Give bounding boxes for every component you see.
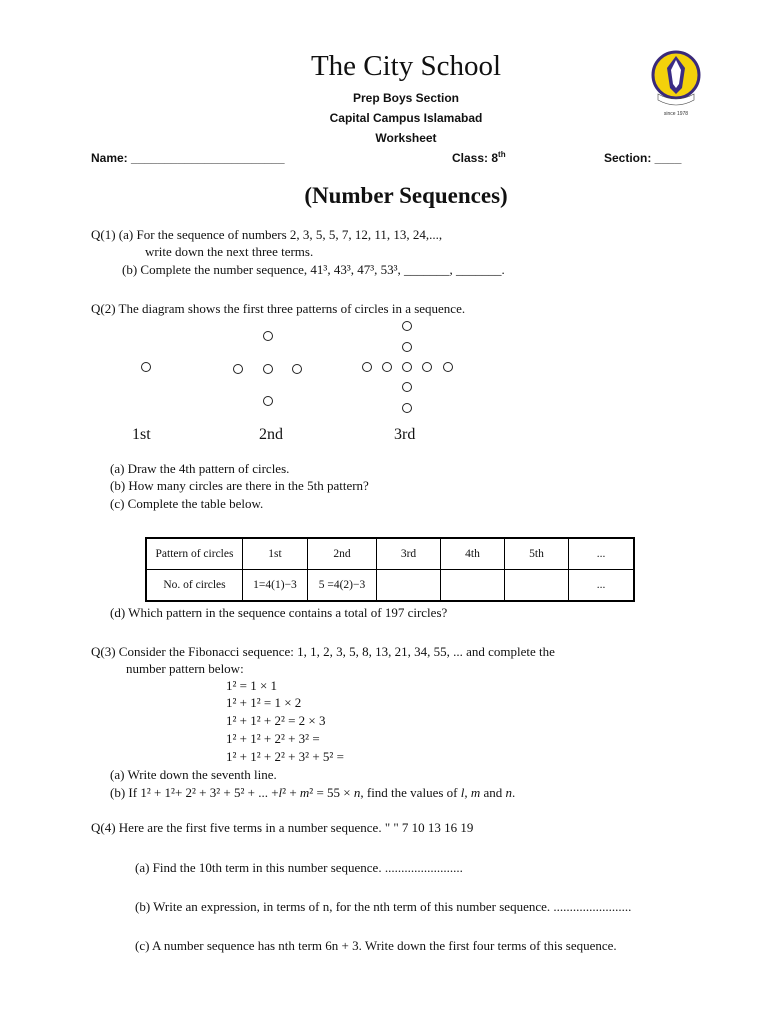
q3-pattern-line: 1² + 1² = 1 × 2 — [226, 695, 302, 710]
logo-caption: since 1978 — [663, 111, 689, 116]
pattern-circle — [443, 362, 453, 372]
q2-c: (c) Complete the table below. — [110, 496, 264, 511]
q4-c: (c) A number sequence has nth term 6n + 3. Write down the first four terms of this sequence. — [135, 938, 617, 953]
table-header-cell: 2nd — [308, 538, 377, 570]
pattern-circle — [263, 331, 273, 341]
table-row — [146, 538, 634, 570]
table-cell[interactable]: ... — [569, 570, 635, 602]
pattern-circle — [402, 321, 412, 331]
q4-intro: Q(4) Here are the first five terms in a number sequence. " " 7 10 13 16 19 — [91, 820, 474, 835]
name-field: Name: _______________________ — [91, 151, 285, 165]
q2-d: (d) Which pattern in the sequence contains a total of 197 circles? — [110, 605, 448, 620]
table-header-cell: 3rd — [377, 538, 441, 570]
table-header-cell: 5th — [505, 538, 569, 570]
q3-line1: Q(3) Consider the Fibonacci sequence: 1, 1, 2, 3, 5, 8, 13, 21, 34, 55, ... and complete the — [91, 644, 555, 659]
pattern-circle — [402, 362, 412, 372]
section-name: Prep Boys Section — [352, 91, 460, 105]
table-cell[interactable]: 5 =4(2)−3 — [308, 570, 377, 602]
pattern-circle — [263, 396, 273, 406]
campus-name: Capital Campus Islamabad — [329, 111, 483, 125]
pattern-label-1st: 1st — [132, 426, 151, 443]
q3-pattern-line: 1² + 1² + 2² + 3² + 5² = — [226, 749, 344, 764]
q4-b: (b) Write an expression, in terms of n, for the nth term of this number sequence. ........................ — [135, 899, 632, 914]
table-row-label: No. of circles — [146, 570, 243, 602]
pattern-label-2nd: 2nd — [259, 426, 283, 443]
table-row — [146, 570, 634, 602]
q3-line2: number pattern below: — [126, 661, 244, 676]
pattern-circle — [402, 403, 412, 413]
section-field: Section: ____ — [604, 151, 682, 165]
pattern-circle — [233, 364, 243, 374]
pattern-circle — [402, 342, 412, 352]
table-header-cell: 4th — [441, 538, 505, 570]
table-header-cell: ... — [569, 538, 635, 570]
q2-b: (b) How many circles are there in the 5th pattern? — [110, 478, 369, 493]
table-cell[interactable] — [441, 570, 505, 602]
pattern-circle — [292, 364, 302, 374]
table-header-cell: 1st — [243, 538, 308, 570]
pattern-circle — [263, 364, 273, 374]
school-logo — [650, 50, 702, 116]
pattern-circle — [141, 362, 151, 372]
table-cell[interactable]: 1=4(1)−3 — [243, 570, 308, 602]
q3-pattern-line: 1² + 1² + 2² + 3² = — [226, 731, 320, 746]
pattern-label-3rd: 3rd — [394, 426, 416, 443]
pattern-circle — [382, 362, 392, 372]
q4-a: (a) Find the 10th term in this number sequence. ........................ — [135, 860, 463, 875]
q2-a: (a) Draw the 4th pattern of circles. — [110, 461, 290, 476]
table-cell[interactable] — [377, 570, 441, 602]
pattern-circle — [402, 382, 412, 392]
document-type: Worksheet — [375, 131, 437, 145]
q3-pattern-line: 1² = 1 × 1 — [226, 678, 278, 693]
q2-intro: Q(2) The diagram shows the first three patterns of circles in a sequence. — [91, 301, 466, 316]
q3-b: (b) If 1² + 1²+ 2² + 3² + 5² + ... +l² + m² = 55 × n, find the values of l, m and n. — [110, 785, 516, 800]
worksheet-title: (Number Sequences) — [304, 183, 508, 208]
q1-a-line2: write down the next three terms. — [145, 244, 314, 259]
q3-a: (a) Write down the seventh line. — [110, 767, 277, 782]
pattern-table — [145, 537, 635, 602]
school-name: The City School — [310, 50, 502, 82]
pattern-circle — [422, 362, 432, 372]
class-field: Class: 8th — [452, 150, 506, 165]
pattern-circle — [362, 362, 372, 372]
q1-a-line1: Q(1) (a) For the sequence of numbers 2, 3, 5, 5, 7, 12, 11, 13, 24,..., — [91, 227, 443, 242]
q3-pattern-line: 1² + 1² + 2² = 2 × 3 — [226, 713, 326, 728]
q1-b: (b) Complete the number sequence, 41³, 43³, 47³, 53³, _______, _______. — [122, 262, 505, 277]
table-cell[interactable] — [505, 570, 569, 602]
table-header-cell: Pattern of circles — [146, 538, 243, 570]
